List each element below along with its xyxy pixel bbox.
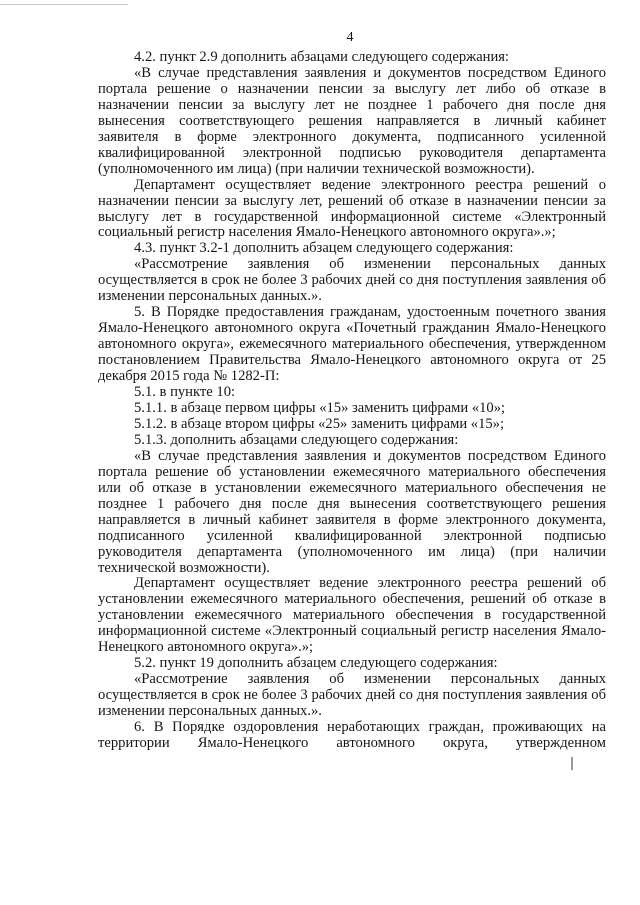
document-body (98, 50, 606, 752)
paragraph-5-2-quote: «Рассмотрение заявления об изменении персональных данных осуществляется в срок не более 3 рабочих дней со дня поступления заявления об изменении персональных данных.». (98, 671, 606, 720)
paragraph-4-3: 4.3. пункт 3.2-1 дополнить абзацем следующего содержания: (134, 240, 514, 257)
paragraph-5-1: 5.1. в пункте 10: (134, 384, 236, 401)
paragraph-4-3-quote: «Рассмотрение заявления об изменении персональных данных осуществляется в срок не более 3 рабочих дней со дня поступления заявления об изменении персональных данных.». (98, 256, 606, 305)
paragraph-5-1-3: 5.1.3. дополнить абзацами следующего содержания: (134, 431, 459, 448)
paragraph-5-2: 5.2. пункт 19 дополнить абзацем следующего содержания: (134, 655, 498, 672)
paragraph-5-1-1: 5.1.1. в абзаце первом цифры «15» заменить цифрами «10»; (134, 399, 506, 416)
paragraph-6: 6. В Порядке оздоровления неработающих граждан, проживающих на территории Ямало-Ненецкого автономного округа, утвержденном (98, 719, 606, 751)
paragraph-5-1-2: 5.1.2. в абзаце втором цифры «25» заменить цифрами «15»; (134, 415, 505, 432)
scan-edge-line (0, 4, 128, 5)
paragraph-4-2-quote: «В случае представления заявления и документов посредством Единого портала решение о назначении пенсии за выслугу лет либо об отказе в назначении пенсии за выслугу лет не позднее 1 рабочего дня после дня вынесения соответствующего решения направляется в личный кабинет заявителя в форме электронного документа, подписанного усиленной квалифицированной электронной подписью руководителя департамента (уполномоченного им лица) (при наличии технической возможности). (98, 64, 606, 177)
paragraph-5: 5. В Порядке предоставления гражданам, удостоенным почетного звания Ямало-Ненецкого автономного округа «Почетный гражданин Ямало-Ненецкого автономного округа», ежемесячного материального обеспечения, утвержденном постановлением Правительства Ямало-Ненецкого автономного округа от 25 декабря 2015 года № 1282-П: (98, 304, 606, 385)
paragraph-5-1-3-registry: Департамент осуществляет ведение электронного реестра решений об установлении ежемесячного материального обеспечения, решений об отказе в установлении ежемесячного материального обеспечения в государственной информационной системе «Электронный социальный регистр населения Ямало-Ненецкого автономного округа».»; (98, 575, 606, 656)
paragraph-5-1-3-quote: «В случае представления заявления и документов посредством Единого портала решение об установлении ежемесячного материального обеспечения или об отказе в установлении ежемесячного материального обеспечения не позднее 1 рабочего дня после дня вынесения соответствующего решения направляется в личный кабинет заявителя в форме электронного документа, подписанного усиленной квалифицированной электронной подписью руководителя департамента (уполномоченного им лица) (при наличии технической возможности). (98, 447, 606, 576)
paragraph-4-2: 4.2. пункт 2.9 дополнить абзацами следующего содержания: (134, 49, 510, 65)
scan-artifact-mark (571, 757, 573, 770)
page-number: 4 (346, 30, 354, 45)
paragraph-4-2-registry: Департамент осуществляет ведение электронного реестра решений о назначении пенсии за выслугу лет, решений об отказе в назначении пенсии за выслугу лет в государственной информационной системе «Электронный социальный регистр населения Ямало-Ненецкого автономного округа».»; (98, 176, 606, 241)
